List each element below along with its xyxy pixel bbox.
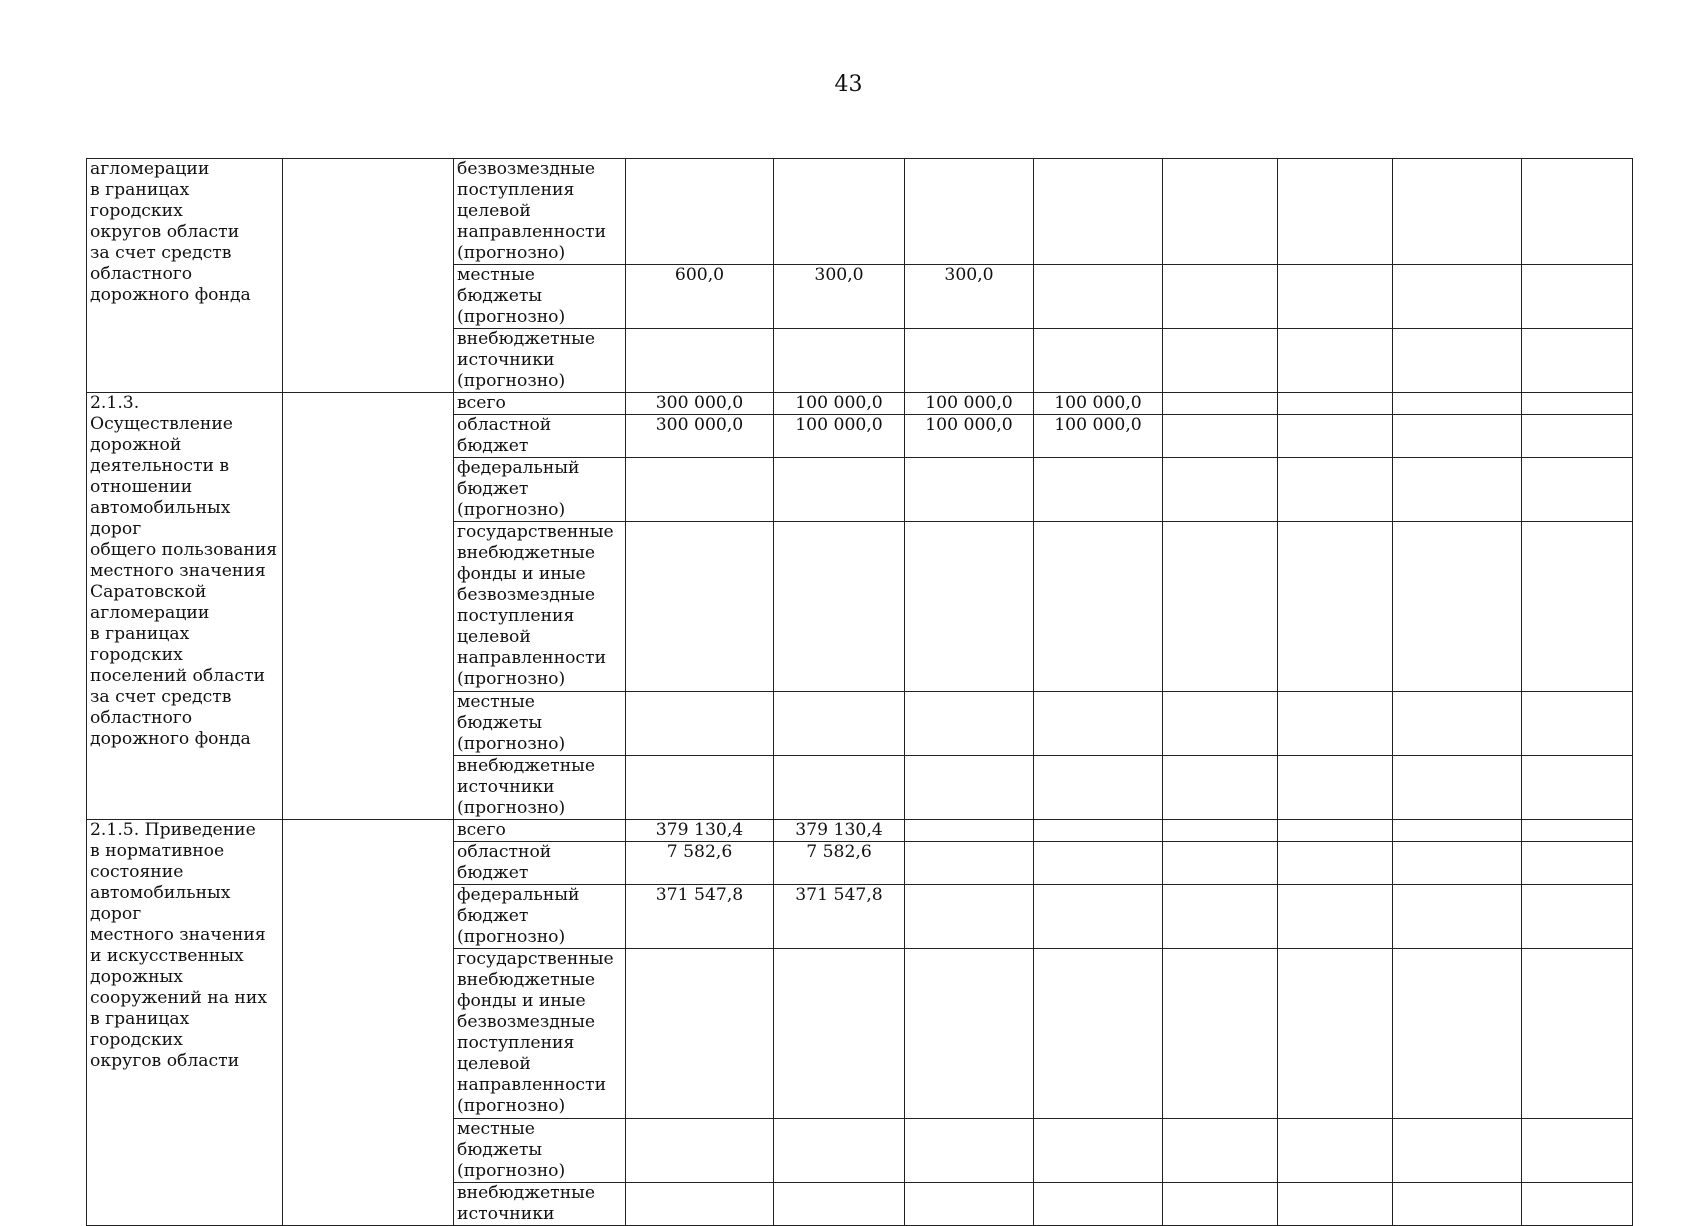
amount-cell	[1393, 885, 1522, 949]
amount-cell: 100 000,0	[1034, 393, 1163, 415]
amount-cell	[1034, 265, 1163, 329]
amount-cell	[1278, 756, 1393, 820]
amount-cell	[626, 159, 774, 265]
amount-cell	[1034, 949, 1163, 1119]
amount-cell	[1034, 842, 1163, 885]
amount-cell: 7 582,6	[626, 842, 774, 885]
amount-cell	[1034, 756, 1163, 820]
amount-cell	[1163, 842, 1278, 885]
budget-table	[86, 158, 1633, 1226]
amount-cell	[1522, 265, 1633, 329]
funding-source-cell: всего	[454, 393, 626, 415]
amount-cell	[1163, 458, 1278, 522]
amount-cell	[1034, 820, 1163, 842]
amount-cell	[905, 885, 1034, 949]
amount-cell	[626, 692, 774, 756]
amount-cell	[905, 820, 1034, 842]
amount-cell	[626, 1183, 774, 1226]
funding-source-cell: внебюджетные источники (прогнозно)	[454, 756, 626, 820]
funding-source-cell: областной бюджет	[454, 842, 626, 885]
amount-cell	[1522, 458, 1633, 522]
amount-cell	[1393, 329, 1522, 393]
amount-cell	[1393, 265, 1522, 329]
table-row	[87, 159, 1633, 265]
amount-cell	[1522, 820, 1633, 842]
funding-source-cell: местные бюджеты (прогнозно)	[454, 692, 626, 756]
amount-cell	[1393, 949, 1522, 1119]
amount-cell	[1393, 458, 1522, 522]
funding-source-cell: всего	[454, 820, 626, 842]
funding-source-cell: федеральный бюджет (прогнозно)	[454, 458, 626, 522]
amount-cell	[1034, 329, 1163, 393]
amount-cell	[626, 1119, 774, 1183]
executor-cell	[283, 820, 454, 1226]
amount-cell: 600,0	[626, 265, 774, 329]
event-name-cell: 2.1.5. Приведение в нормативное состояние автомобильных дорог местного значения и искусственных дорожных сооружений на них в границах городских округов области	[87, 820, 283, 1226]
amount-cell	[1522, 756, 1633, 820]
amount-cell	[1522, 949, 1633, 1119]
amount-cell	[1278, 415, 1393, 458]
amount-cell	[1393, 1183, 1522, 1226]
amount-cell	[1522, 692, 1633, 756]
amount-cell	[1163, 1183, 1278, 1226]
amount-cell	[1278, 1119, 1393, 1183]
amount-cell	[1278, 949, 1393, 1119]
amount-cell: 100 000,0	[774, 393, 905, 415]
executor-cell	[283, 159, 454, 393]
amount-cell	[1163, 393, 1278, 415]
amount-cell	[1278, 393, 1393, 415]
amount-cell	[1163, 949, 1278, 1119]
amount-cell	[774, 329, 905, 393]
amount-cell	[1163, 159, 1278, 265]
amount-cell	[774, 458, 905, 522]
amount-cell	[1393, 159, 1522, 265]
amount-cell	[905, 329, 1034, 393]
amount-cell	[1034, 885, 1163, 949]
amount-cell	[905, 159, 1034, 265]
amount-cell	[905, 458, 1034, 522]
amount-cell	[1522, 842, 1633, 885]
amount-cell: 379 130,4	[626, 820, 774, 842]
amount-cell	[774, 159, 905, 265]
amount-cell	[1393, 842, 1522, 885]
amount-cell	[1278, 522, 1393, 692]
table-row	[87, 393, 1633, 415]
amount-cell	[1163, 522, 1278, 692]
amount-cell	[1278, 692, 1393, 756]
funding-source-cell: местные бюджеты (прогнозно)	[454, 1119, 626, 1183]
amount-cell	[1522, 1183, 1633, 1226]
amount-cell	[1522, 329, 1633, 393]
amount-cell	[1163, 415, 1278, 458]
amount-cell	[905, 842, 1034, 885]
amount-cell: 7 582,6	[774, 842, 905, 885]
amount-cell: 100 000,0	[774, 415, 905, 458]
funding-source-cell: безвозмездные поступления целевой направленности (прогнозно)	[454, 159, 626, 265]
amount-cell	[1163, 329, 1278, 393]
amount-cell	[905, 692, 1034, 756]
amount-cell: 300,0	[905, 265, 1034, 329]
funding-source-cell: внебюджетные источники (прогнозно)	[454, 329, 626, 393]
amount-cell	[1163, 885, 1278, 949]
amount-cell	[1393, 692, 1522, 756]
amount-cell	[774, 1119, 905, 1183]
amount-cell	[1278, 842, 1393, 885]
amount-cell	[1393, 820, 1522, 842]
amount-cell	[1278, 159, 1393, 265]
event-name-cell: агломерации в границах городских округов области за счет средств областного дорожного фонда	[87, 159, 283, 393]
amount-cell: 379 130,4	[774, 820, 905, 842]
amount-cell	[905, 522, 1034, 692]
funding-source-cell: федеральный бюджет (прогнозно)	[454, 885, 626, 949]
amount-cell: 300 000,0	[626, 415, 774, 458]
amount-cell	[1278, 1183, 1393, 1226]
amount-cell	[774, 1183, 905, 1226]
amount-cell	[626, 329, 774, 393]
amount-cell	[1163, 756, 1278, 820]
amount-cell	[1163, 1119, 1278, 1183]
event-name-cell: 2.1.3. Осуществление дорожной деятельности в отношении автомобильных дорог общего пользования местного значения Саратовской агломерации в границах городских поселений области за счет средств областного дорожного фонда	[87, 393, 283, 820]
funding-source-cell: местные бюджеты (прогнозно)	[454, 265, 626, 329]
amount-cell	[1278, 329, 1393, 393]
amount-cell	[774, 949, 905, 1119]
amount-cell	[1522, 522, 1633, 692]
amount-cell: 371 547,8	[626, 885, 774, 949]
funding-source-cell: государственные внебюджетные фонды и иные безвозмездные поступления целевой направленности (прогнозно)	[454, 522, 626, 692]
executor-cell	[283, 393, 454, 820]
amount-cell	[1278, 820, 1393, 842]
amount-cell: 100 000,0	[905, 393, 1034, 415]
amount-cell	[774, 522, 905, 692]
amount-cell	[1522, 159, 1633, 265]
amount-cell	[1278, 458, 1393, 522]
amount-cell	[774, 692, 905, 756]
amount-cell	[1163, 820, 1278, 842]
amount-cell	[1034, 692, 1163, 756]
amount-cell	[1278, 885, 1393, 949]
amount-cell	[1034, 159, 1163, 265]
amount-cell	[1034, 1183, 1163, 1226]
amount-cell	[626, 522, 774, 692]
amount-cell	[626, 949, 774, 1119]
amount-cell	[1163, 692, 1278, 756]
amount-cell	[1278, 265, 1393, 329]
amount-cell: 100 000,0	[905, 415, 1034, 458]
amount-cell: 300 000,0	[626, 393, 774, 415]
amount-cell	[1522, 885, 1633, 949]
amount-cell	[1393, 393, 1522, 415]
amount-cell	[774, 756, 905, 820]
funding-source-cell: областной бюджет	[454, 415, 626, 458]
amount-cell	[905, 949, 1034, 1119]
amount-cell	[1034, 522, 1163, 692]
amount-cell: 371 547,8	[774, 885, 905, 949]
amount-cell	[905, 756, 1034, 820]
amount-cell	[1393, 1119, 1522, 1183]
amount-cell	[1522, 393, 1633, 415]
funding-source-cell: внебюджетные источники	[454, 1183, 626, 1226]
amount-cell	[905, 1183, 1034, 1226]
amount-cell	[1034, 1119, 1163, 1183]
amount-cell: 100 000,0	[1034, 415, 1163, 458]
amount-cell	[1522, 1119, 1633, 1183]
amount-cell: 300,0	[774, 265, 905, 329]
funding-source-cell: государственные внебюджетные фонды и иные безвозмездные поступления целевой направленности (прогнозно)	[454, 949, 626, 1119]
amount-cell	[1522, 415, 1633, 458]
amount-cell	[1034, 458, 1163, 522]
table-row	[87, 820, 1633, 842]
amount-cell	[626, 756, 774, 820]
amount-cell	[905, 1119, 1034, 1183]
amount-cell	[1393, 415, 1522, 458]
page-number: 43	[834, 72, 863, 97]
amount-cell	[1393, 756, 1522, 820]
amount-cell	[626, 458, 774, 522]
amount-cell	[1393, 522, 1522, 692]
amount-cell	[1163, 265, 1278, 329]
